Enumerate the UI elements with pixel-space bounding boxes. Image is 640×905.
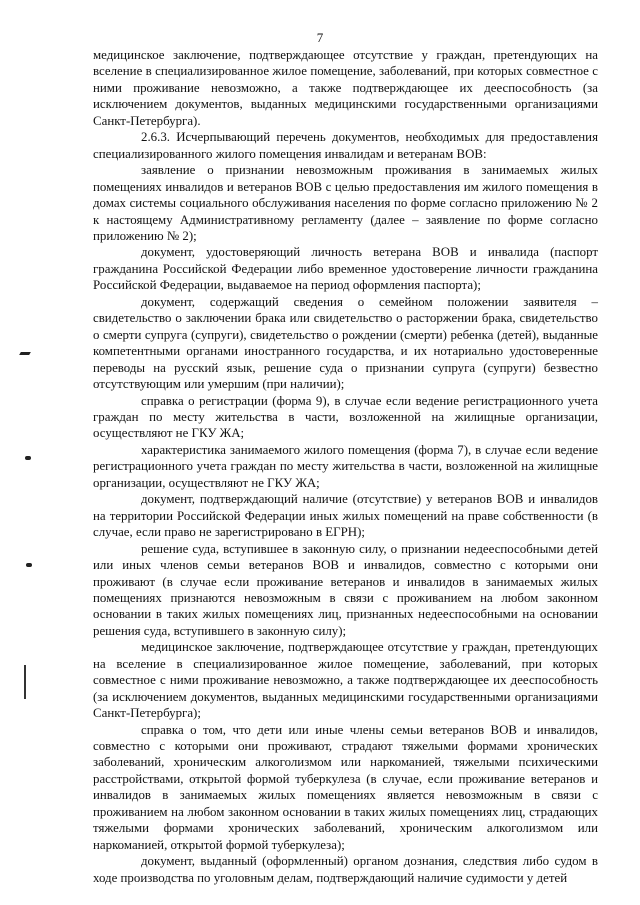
document-body	[93, 47, 598, 886]
paragraph-criminal-record: документ, выданный (оформленный) органом дознания, следствия либо судом в ходе производства по уголовным делам, подтверждающий наличие судимости у детей	[93, 854, 598, 885]
paragraph-medical-certificate: медицинское заключение, подтверждающее отсутствие у граждан, претендующих на вселение в специализированное жилое помещение, заболеваний, при которых совместное с ними проживание невозможно, а также подтверждающее их дееспособность (за исключением документов, выданных медицинскими государственными организациями Санкт-Петербурга);	[93, 640, 598, 721]
paragraph-other-property: документ, подтверждающий наличие (отсутствие) у ветеранов ВОВ и инвалидов на территории Российской Федерации иных жилых помещений на праве собственности (в случае, если право не зарегистрировано в ЕГРН);	[93, 492, 598, 540]
margin-mark	[19, 352, 31, 355]
paragraph-family-status: документ, содержащий сведения о семейном положении заявителя – свидетельство о заключении брака или свидетельство о расторжении брака, свидетельство о смерти супруга (супруги), свидетельство о рождении (смерти) ребенка (детей), выданные компетентными органами иностранного государства, и их нотариально удостоверенные переводы на русский язык, решение суда о признании супруга (супруги) безвестно отсутствующим или умершим (при наличии);	[93, 294, 598, 392]
margin-bar	[24, 665, 26, 699]
paragraph-application: заявление о признании невозможным проживания в занимаемых жилых помещениях инвалидов и ветеранов ВОВ с целью предоставления им жилого помещения в домах системы социального обслуживания населения по форме согласно приложению № 2 к настоящему Административному регламенту (далее – заявление по форме согласно приложению № 2);	[93, 163, 598, 243]
page-number: 7	[316, 30, 324, 45]
margin-mark	[25, 456, 31, 460]
margin-mark	[26, 563, 32, 567]
paragraph-chronic-disease-certificate: справка о том, что дети или иные члены семьи ветеранов ВОВ и инвалидов, совместно с которыми они проживают, страдают тяжелыми формами хронических заболеваний, хроническим алкоголизмом или наркоманией, тяжелыми психическими расстройствами, открытой формой туберкулеза (в случае, если проживание ветеранов и инвалидов в занимаемых жилых помещениях является невозможным в связи с проживанием на любом законном основании в таких жилых помещениях лиц, страдающих тяжелыми формами хронических заболеваний, хроническим алкоголизмом или наркоманией, открытой формой туберкулеза);	[93, 722, 598, 852]
paragraph-section-2-6-3: 2.6.3. Исчерпывающий перечень документов, необходимых для предоставления специализированного жилого помещения инвалидам и ветеранам ВОВ:	[93, 130, 598, 161]
paragraph-registration-certificate: справка о регистрации (форма 9), в случае если ведение регистрационного учета граждан по месту жительства в части, возложенной на жилищные организации, осуществляют не ГКУ ЖА;	[93, 393, 598, 441]
paragraph-housing-characteristic: характеристика занимаемого жилого помещения (форма 7), в случае если ведение регистрационного учета граждан по месту жительства в части, возложенной на жилищные организации, осуществляют не ГКУ ЖА;	[93, 442, 598, 490]
paragraph-medical-certificate-cont: медицинское заключение, подтверждающее отсутствие у граждан, претендующих на вселение в специализированное жилое помещение, заболеваний, при которых совместное с ними проживание невозможно, а также подтверждающее их дееспособность (за исключением документов, выданных медицинскими государственными организациями Санкт-Петербурга).	[93, 48, 598, 128]
paragraph-court-decision: решение суда, вступившее в законную силу, о признании недееспособными детей или иных членов семьи ветеранов ВОВ и инвалидов, совместно с которыми они проживают (в случае если проживание ветеранов и инвалидов в занимаемых жилых помещениях признаются невозможным в связи с проживанием на любом законном основании в таких жилых помещениях лиц, признанных недееспособными на основании решения суда, вступившего в законную силу);	[93, 541, 598, 638]
paragraph-identity-document: документ, удостоверяющий личность ветерана ВОВ и инвалида (паспорт гражданина Российской Федерации либо временное удостоверение личности гражданина Российской Федерации, выдаваемое на период оформления паспорта);	[93, 245, 598, 293]
